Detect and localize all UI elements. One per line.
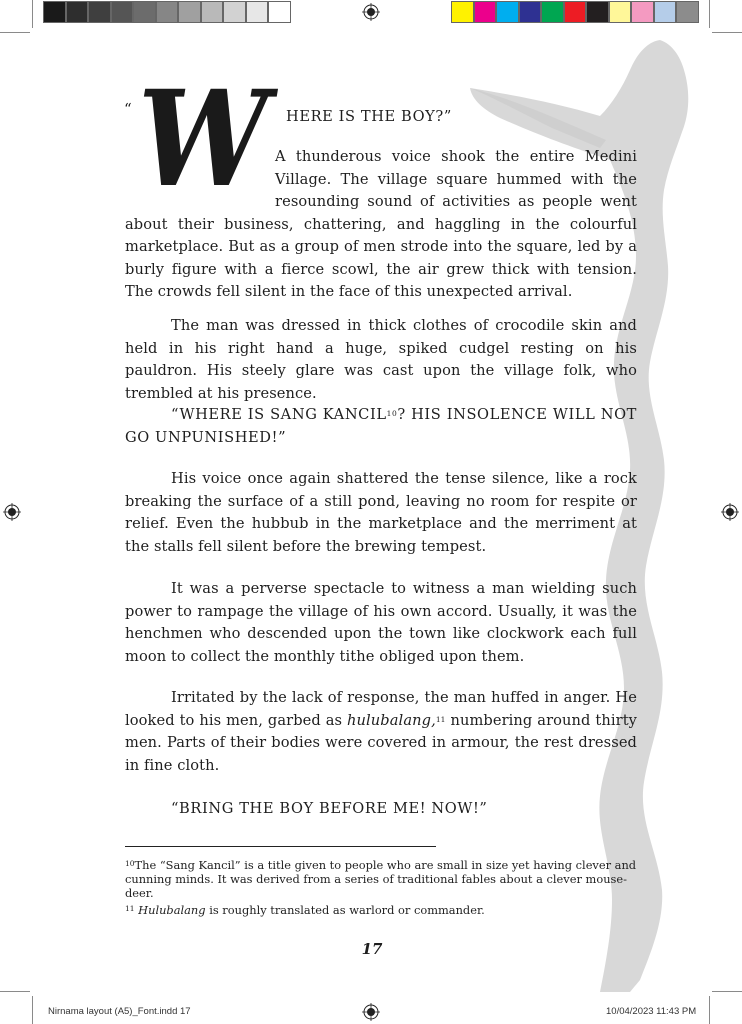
footnote-11: [125, 903, 637, 917]
slug-file-name: Nirnama layout (A5)_Font.indd 17: [48, 1006, 191, 1017]
paragraph-6: [125, 687, 637, 777]
paragraph-4: His voice once again shattered the tense silence, like a rock breaking the surface of a still pond, leaving no room for respite or relief. Even the hubbub in the marketplace and the merriment at the stalls fell silent before the brewing tempest.: [125, 470, 637, 555]
footnote-10-number: 10: [125, 859, 135, 868]
opening-paragraph: [125, 146, 637, 304]
p6-text-after: numbering around thirty men. Parts of their bodies were covered in armour, the rest dressed in fine cloth.: [125, 711, 637, 774]
p6-text-before: Irritated by the lack of response, the man huffed in anger. He looked to his men, garbed as: [125, 689, 637, 729]
p3-text-before: “WHERE IS SANG KANCIL: [171, 406, 387, 423]
first-line-caps: HERE IS THE BOY?”: [286, 108, 452, 125]
footnote-11-term: Hulubalang: [138, 903, 206, 917]
opening-paragraph-text: A thunderous voice shook the entire Medini Village. The village square hummed with the resounding sound of activities as people went about their business, chattering, and haggling in the colourful marketplace. But as a group of men strode into the square, led by a burly figure with a fierce scowl, the air grew thick with tension. The crowds fell silent in the face of this unexpected arrival.: [125, 148, 637, 300]
slug-datetime: 10/04/2023 11:43 PM: [606, 1006, 697, 1017]
drop-cap: W: [138, 62, 269, 217]
footnote-ref-10: 10: [386, 409, 398, 418]
opening-quote: “: [124, 100, 132, 118]
footnote-10-text: The “Sang Kancil” is a title given to people who are small in size yet having clever and cunning minds. It was derived from a series of traditional fables about a clever mouse-deer.: [125, 858, 637, 901]
paragraph-3: [125, 404, 637, 449]
page-number: 17: [361, 940, 383, 958]
paragraph-2: The man was dressed in thick clothes of crocodile skin and held in his right hand a huge, spiked cudgel resting on his pauldron. His steely glare was cast upon the village folk, who trembled at his presence.: [125, 317, 637, 402]
footnote-rule: [125, 846, 436, 847]
p3-text-after: ? HIS INSOLENCE WILL NOT GO UNPUNISHED!”: [125, 406, 637, 446]
p6-italic-term: hulubalang,: [347, 711, 436, 729]
paragraph-7: “BRING THE BOY BEFORE ME! NOW!”: [171, 800, 488, 817]
paragraph-5: It was a perverse spectacle to witness a man wielding such power to rampage the village of his own accord. Usually, it was the henchmen who descended upon the town like clockwork each full moon to collect the monthly tithe obliged upon them.: [125, 580, 637, 665]
drop-cap-spacer: [125, 146, 275, 213]
footnote-11-text: is roughly translated as warlord or commander.: [205, 903, 485, 917]
footnote-ref-11: 11: [435, 714, 446, 724]
footnote-10: [125, 858, 637, 901]
footnote-11-number: 11: [125, 904, 135, 913]
